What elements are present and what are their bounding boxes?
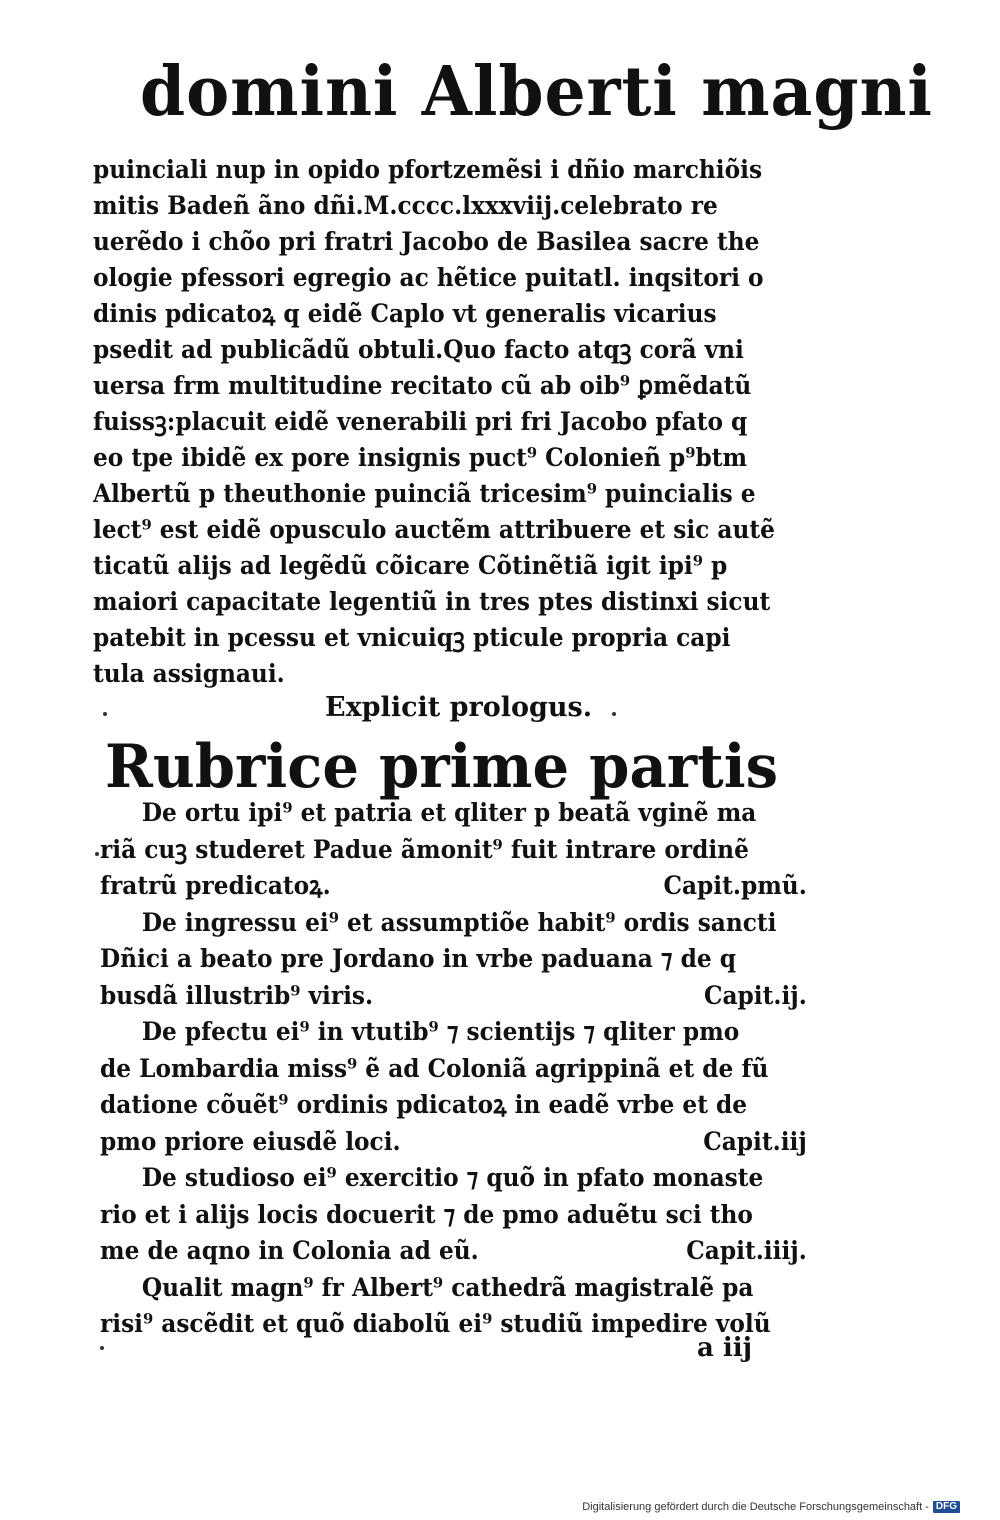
rubric-heading: Rubrice prime partis <box>105 732 779 802</box>
chapter-reference: Capit.iij <box>703 1126 807 1156</box>
entry-line: riã cuꝫ studeret Padue ãmonit⁹ fuit intrare ordinẽ <box>100 834 749 864</box>
signature-mark: a iij <box>697 1333 753 1363</box>
prologue-line: maiori capacitate legentiũ in tres ptes distinxi sicut <box>93 587 771 616</box>
rubric-entries <box>100 795 860 1343</box>
prologue-line: dinis pdicatoꝝ q eidẽ Caplo vt generalis vicarius <box>93 299 717 328</box>
prologue-line: puinciali nup in opido pfortzemẽsi i dñio marchiõis <box>93 155 763 184</box>
prologue-line: uerẽdo i chõo pri fratri Jacobo de Basilea sacre the <box>93 227 760 256</box>
entry-line: rio et i alijs locis docuerit ⁊ de pmo aduẽtu sci tho <box>100 1199 753 1229</box>
prologue-line: mitis Badeñ ãno dñi.M.cccc.lxxxviij.celebrato re <box>93 191 718 220</box>
running-head: domini Alberti magni <box>140 52 933 132</box>
entry-line-text: fratrũ predicatoꝝ. <box>100 871 331 900</box>
entry-line: de Lombardia miss⁹ ẽ ad Coloniã agrippinã et de fũ <box>100 1053 769 1083</box>
prologue-line: tula assignaui. <box>93 659 285 688</box>
entry-line: Qualit magn⁹ fr Albert⁹ cathedrã magistralẽ pa <box>141 1272 754 1302</box>
entry-line-text: me de aqno in Colonia ad eũ. <box>100 1236 479 1265</box>
prologue-line: ologie pfessori egregio ac hẽtice puitatl. inqsitori o <box>93 263 764 292</box>
margin-speck <box>100 1346 104 1350</box>
margin-speck <box>612 712 616 716</box>
entry-last-line <box>100 978 807 1015</box>
prologue-line: patebit in pcessu et vnicuiqꝫ pticule propria capi <box>93 623 731 652</box>
margin-speck <box>103 712 107 716</box>
entry-line: De ortu ipi⁹ et patria et qliter p beatã vginẽ ma <box>141 798 757 827</box>
chapter-reference: Capit.iiij. <box>686 1236 807 1265</box>
digitization-credit <box>582 1500 960 1514</box>
chapter-reference: Capit.pmũ. <box>663 871 807 900</box>
explicit-line: Explicit prologus. <box>325 692 593 723</box>
entry-last-line <box>100 1124 807 1161</box>
prologue-line: uersa frm multitudine recitato cũ ab oib⁹ ꝑmẽdatũ <box>93 371 752 400</box>
entry-line-text: busdã illustrib⁹ viris. <box>100 980 374 1010</box>
entry-line-text: pmo priore eiusdẽ loci. <box>100 1126 401 1156</box>
dfg-logo: DFG <box>933 1501 960 1513</box>
prologue-line: Albertũ p theuthonie puinciã tricesim⁹ puincialis e <box>93 479 756 508</box>
prologue-line: eo tpe ibidẽ ex pore insignis puct⁹ Colonieñ p⁹btm <box>93 443 748 472</box>
credit-text: Digitalisierung gefördert durch die Deutsche Forschungsgemeinschaft - <box>582 1501 929 1513</box>
entry-line: De ingressu ei⁹ et assumptiõe habit⁹ ordis sancti <box>141 907 777 937</box>
entry-line: De studioso ei⁹ exercitio ⁊ quõ in pfato monaste <box>141 1163 764 1192</box>
prologue-line: psedit ad publicãdũ obtuli.Quo facto atqꝫ corã vni <box>93 335 744 364</box>
chapter-reference: Capit.ij. <box>703 980 807 1010</box>
entry-line: De pfectu ei⁹ in vtutib⁹ ⁊ scientijs ⁊ qliter pmo <box>141 1017 740 1046</box>
entry-line: Dñici a beato pre Jordano in vrbe paduana ⁊ de q <box>100 944 736 973</box>
prologue-text <box>93 152 853 692</box>
margin-speck <box>95 852 99 856</box>
entry-last-line <box>100 868 807 905</box>
entry-line: datione cõuẽt⁹ ordinis pdicatoꝝ in eadẽ vrbe et de <box>100 1090 748 1119</box>
entry-line: risi⁹ ascẽdit et quõ diabolũ ei⁹ studiũ impedire volũ <box>100 1309 771 1338</box>
entry-last-line <box>100 1233 807 1270</box>
prologue-line: ticatũ alijs ad legẽdũ cõicare Cõtinẽtiã igit ipi⁹ p <box>93 551 728 580</box>
prologue-line: fuissꝫ:placuit eidẽ venerabili pri fri Jacobo pfato q <box>93 407 748 436</box>
prologue-line: lect⁹ est eidẽ opusculo auctẽm attribuere et sic autẽ <box>93 515 775 544</box>
